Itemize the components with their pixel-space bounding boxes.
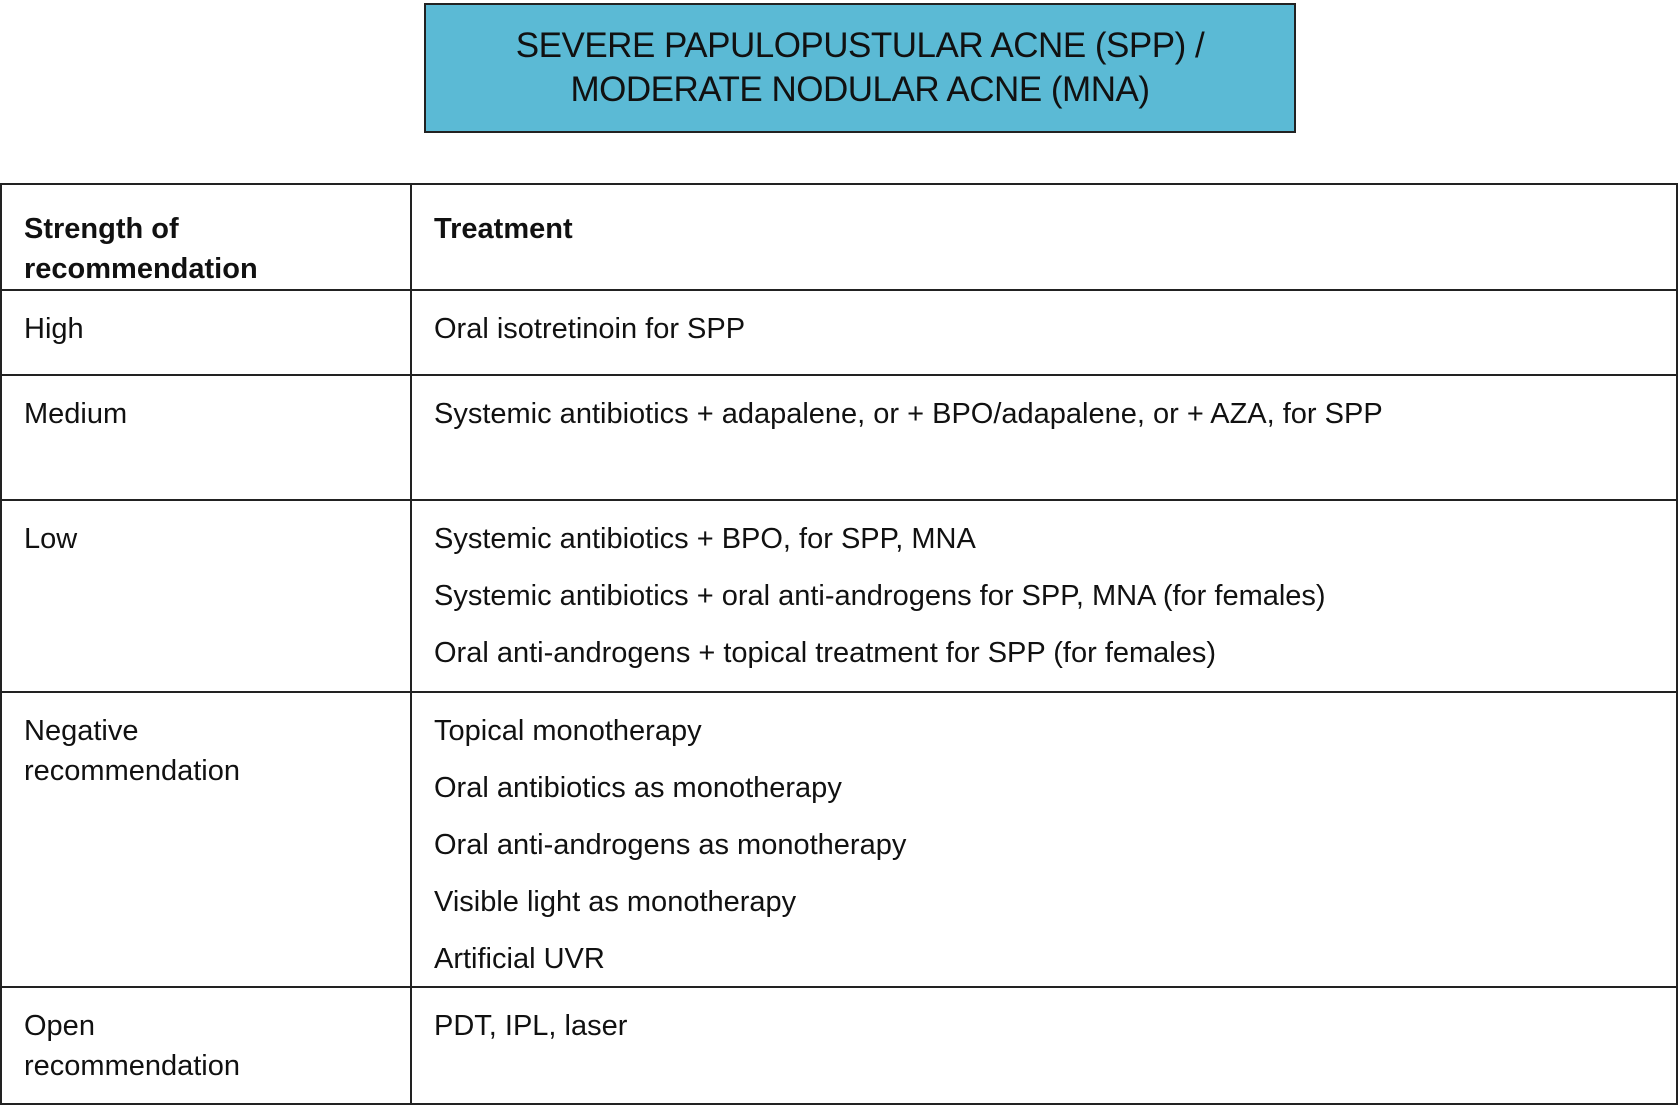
treatment-item: Systemic antibiotics + adapalene, or + BPO/adapalene, or + AZA, for SPP: [434, 398, 1383, 430]
treatment-item: Visible light as monotherapy: [434, 886, 797, 918]
treatment-item: PDT, IPL, laser: [434, 1010, 628, 1042]
header-strength-line1: Strength of: [24, 213, 179, 245]
strength-cell: [1, 987, 411, 1104]
title-box: [424, 3, 1296, 133]
table-row: [1, 987, 1677, 1104]
strength-cell: [1, 290, 411, 375]
header-treatment: Treatment: [411, 184, 1677, 290]
strength-label: recommendation: [24, 755, 240, 787]
strength-cell: [1, 375, 411, 500]
strength-cell: [1, 692, 411, 987]
header-strength-line2: recommendation: [24, 253, 258, 285]
strength-cell: [1, 500, 411, 692]
strength-label: recommendation: [24, 1050, 240, 1082]
treatment-item: Oral anti-androgens as monotherapy: [434, 829, 907, 861]
treatment-item: Topical monotherapy: [434, 715, 702, 747]
strength-label: High: [24, 313, 84, 345]
treatment-item: Artificial UVR: [434, 943, 605, 975]
treatment-cell: [411, 500, 1677, 692]
table-row: [1, 375, 1677, 500]
strength-label: Medium: [24, 398, 128, 430]
treatment-cell: [411, 987, 1677, 1104]
strength-label: Open: [24, 1010, 95, 1042]
strength-label: Negative: [24, 715, 139, 747]
treatment-cell: [411, 290, 1677, 375]
title-line-2: MODERATE NODULAR ACNE (MNA): [570, 70, 1150, 109]
table-row: [1, 692, 1677, 987]
strength-label: Low: [24, 523, 78, 555]
treatment-item: Oral isotretinoin for SPP: [434, 313, 746, 345]
treatment-item: Systemic antibiotics + BPO, for SPP, MNA: [434, 523, 976, 555]
recommendation-table: [0, 183, 1678, 1105]
treatment-item: Oral anti-androgens + topical treatment for SPP (for females): [434, 637, 1217, 669]
treatment-item: Systemic antibiotics + oral anti-androgens for SPP, MNA (for females): [434, 580, 1326, 612]
treatment-item: Oral antibiotics as monotherapy: [434, 772, 842, 804]
title-line-1: SEVERE PAPULOPUSTULAR ACNE (SPP) /: [515, 26, 1205, 65]
table-row: [1, 500, 1677, 692]
treatment-cell: [411, 375, 1677, 500]
header-strength: [1, 184, 411, 290]
table-header-row: [1, 184, 1677, 290]
treatment-cell: [411, 692, 1677, 987]
table-row: [1, 290, 1677, 375]
